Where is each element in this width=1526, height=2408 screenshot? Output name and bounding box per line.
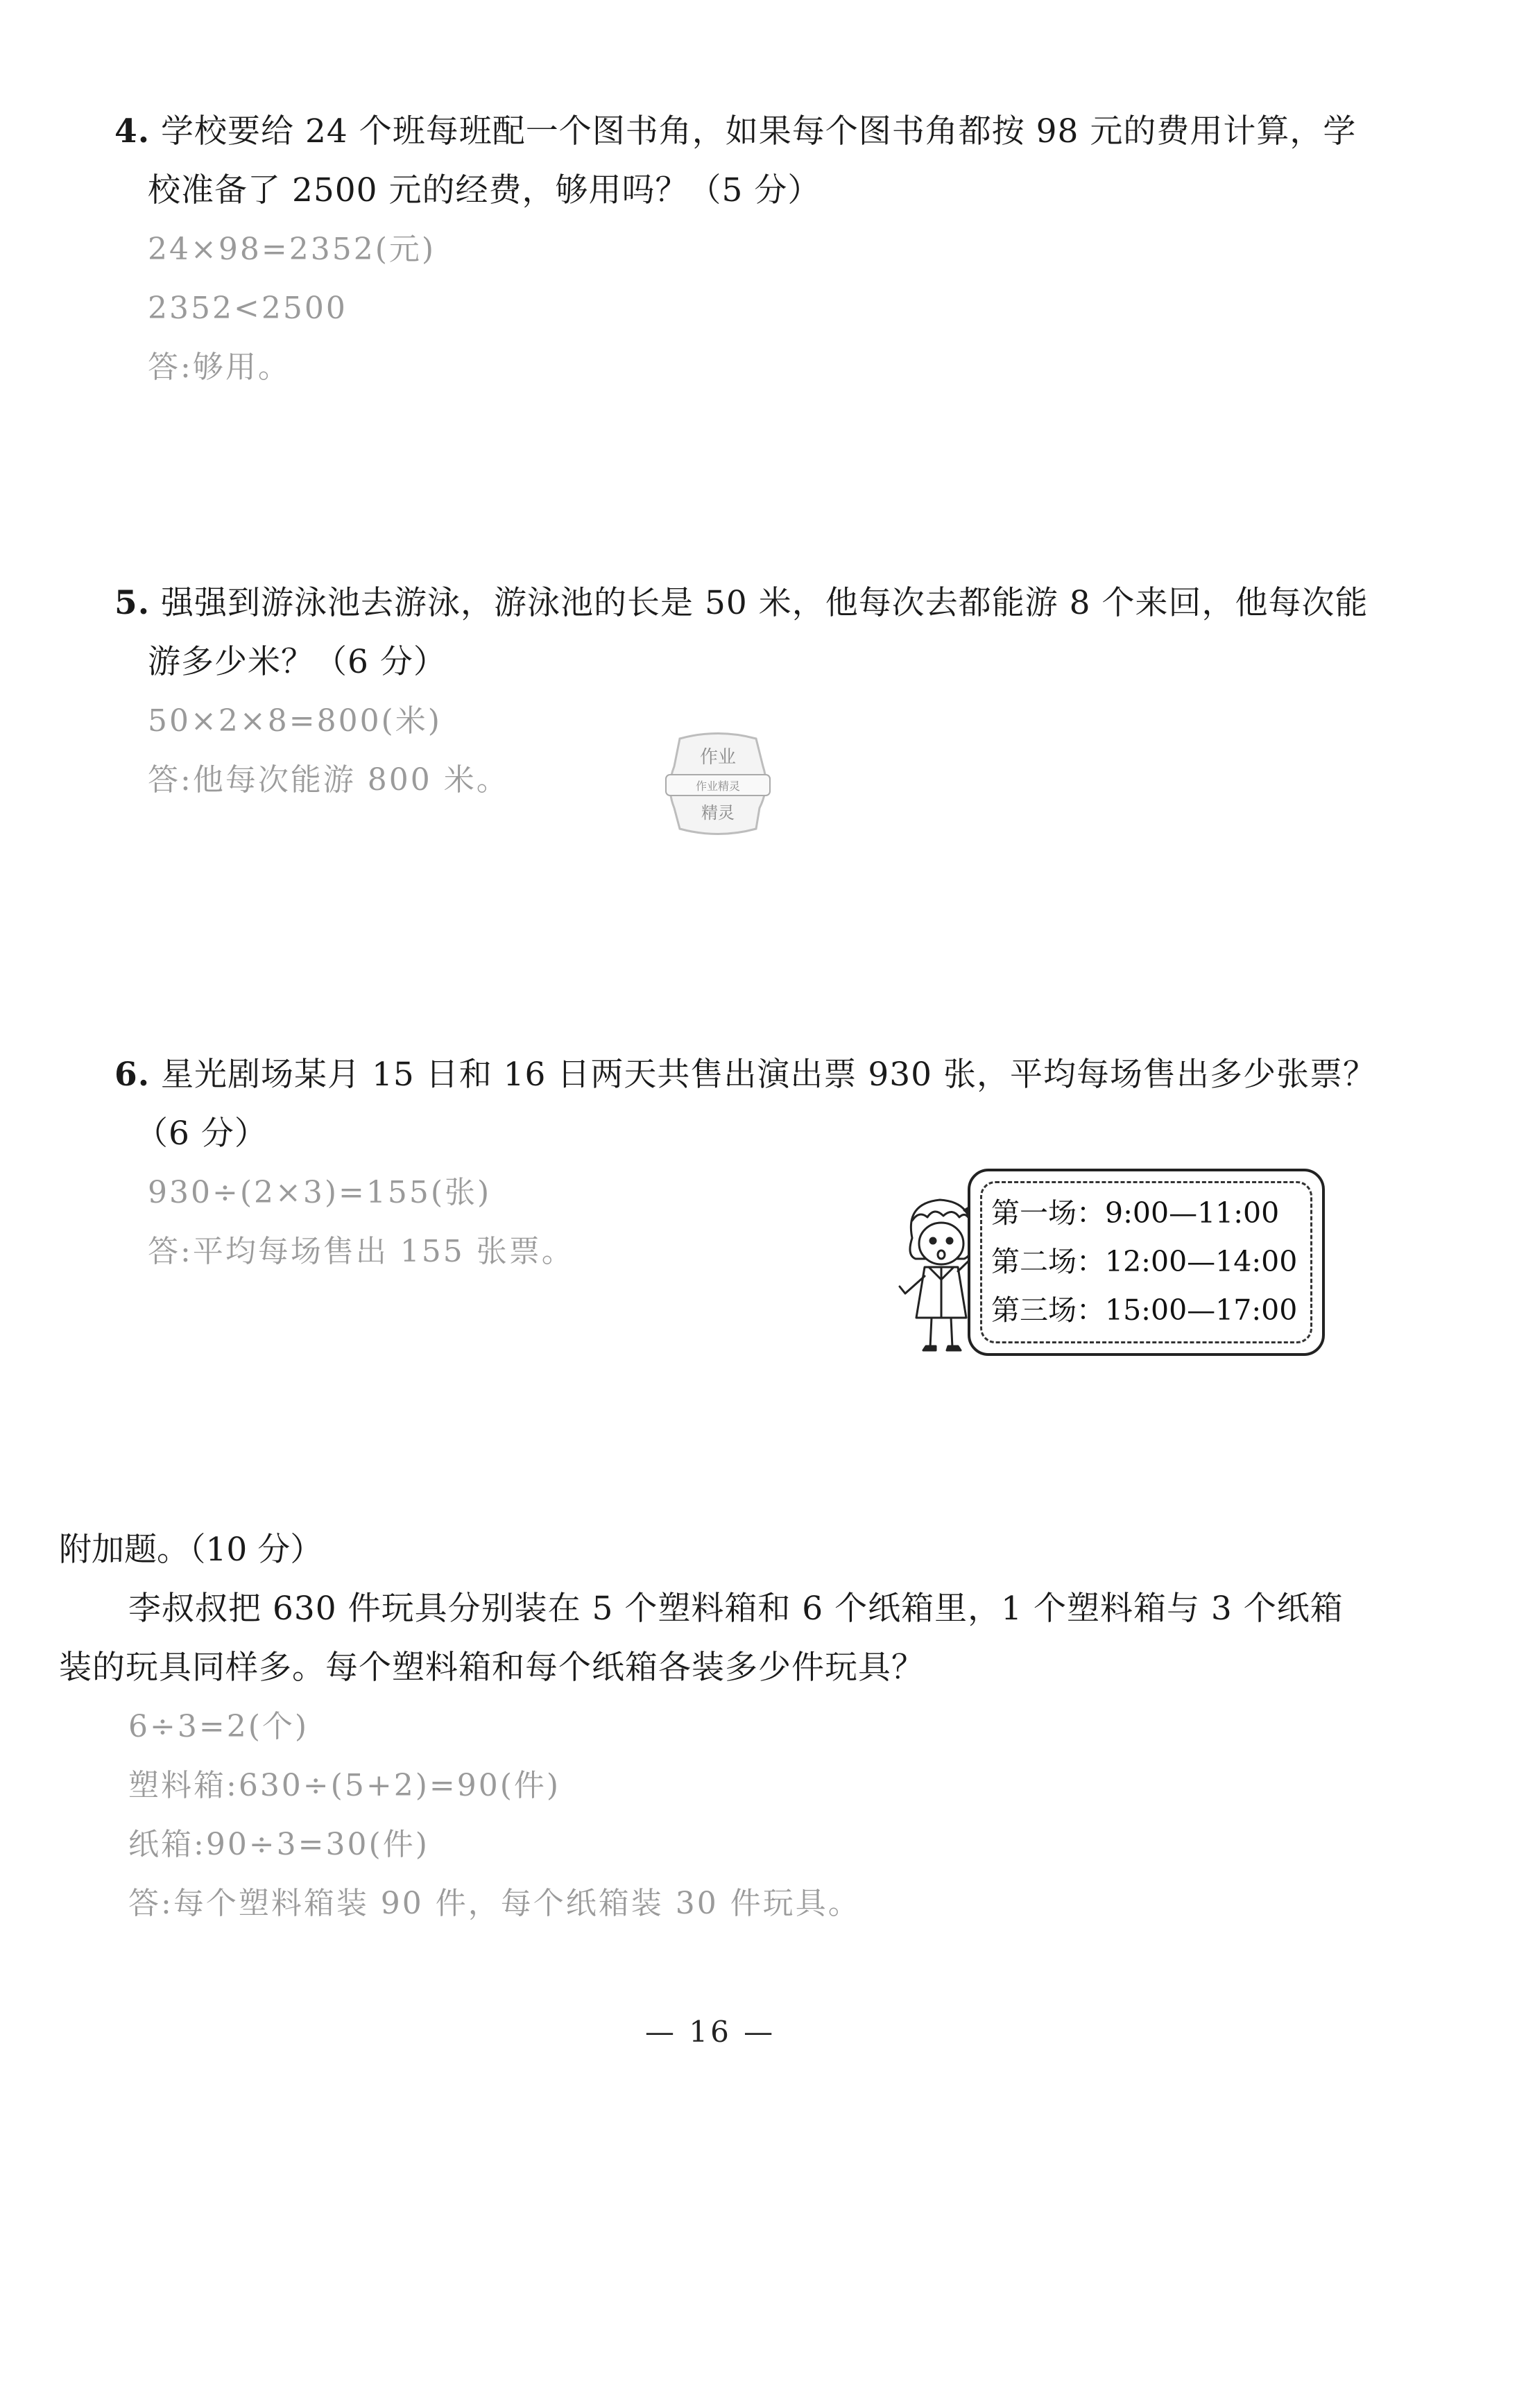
q4-line2: 校准备了 2500 元的经费，够用吗？（5 分）: [148, 171, 821, 209]
q5-line1: [114, 583, 1369, 624]
stamp-bottom-text: 精灵: [701, 803, 735, 823]
q5-number: 5.: [114, 584, 151, 622]
bonus-line2: 装的玩具同样多。每个塑料箱和每个纸箱各装多少件玩具？: [59, 1649, 925, 1687]
bonus-answer-4: 答:每个塑料箱装 90 件，每个纸箱装 30 件玩具。: [128, 1886, 861, 1921]
q4-text-1: 学校要给 24 个班每班配一个图书角，如果每个图书角都按 98 元的费用计算，学: [161, 112, 1357, 150]
bonus-answer-2: 塑料箱:630÷(5+2)=90(件): [128, 1768, 561, 1803]
q5-text-1: 强强到游泳池去游泳，游泳池的长是 50 米，他每次去都能游 8 个来回，他每次能: [161, 584, 1369, 622]
q6-text-1: 星光剧场某月 15 日和 16 日两天共售出演出票 930 张，平均每场售出多少张票？: [161, 1056, 1376, 1094]
q6-line2: （6 分）: [135, 1115, 268, 1153]
page-number: — 16 —: [645, 2015, 776, 2049]
schedule-row-2: 第二场：12:00—14:00: [991, 1245, 1298, 1278]
q4-answer-2: 2352<2500: [148, 291, 348, 326]
bonus-answer-3: 纸箱:90÷3=30(件): [128, 1827, 429, 1862]
q6-line1: [114, 1054, 1376, 1096]
q5-line2: 游多少米？（6 分）: [148, 643, 447, 681]
q6-answer-2: 答:平均每场售出 155 张票。: [148, 1234, 574, 1269]
q4-answer-3: 答:够用。: [148, 350, 291, 385]
q6-number: 6.: [114, 1056, 151, 1094]
bonus-answer-1: 6÷3=2(个): [128, 1709, 309, 1744]
q4-line1: [114, 111, 1356, 153]
stamp-middle-text: 作业精灵: [695, 780, 741, 793]
stamp-icon: [659, 725, 777, 843]
bonus-title: 附加题。（10 分）: [59, 1531, 323, 1569]
stamp-top-text: 作业: [699, 747, 737, 768]
bonus-line1: 李叔叔把 630 件玩具分别装在 5 个塑料箱和 6 个纸箱里，1 个塑料箱与 3 个纸箱: [128, 1590, 1344, 1628]
q6-answer-1: 930÷(2×3)=155(张): [148, 1175, 492, 1210]
schedule-row-3: 第三场：15:00—17:00: [991, 1293, 1298, 1327]
schedule-row-1: 第一场：9:00—11:00: [991, 1196, 1280, 1230]
q4-number: 4.: [114, 112, 151, 150]
schedule-board: [968, 1169, 1325, 1356]
q5-answer-2: 答:他每次能游 800 米。: [148, 762, 509, 798]
q5-answer-1: 50×2×8=800(米): [148, 703, 442, 739]
q4-answer-1: 24×98=2352(元): [148, 232, 436, 267]
